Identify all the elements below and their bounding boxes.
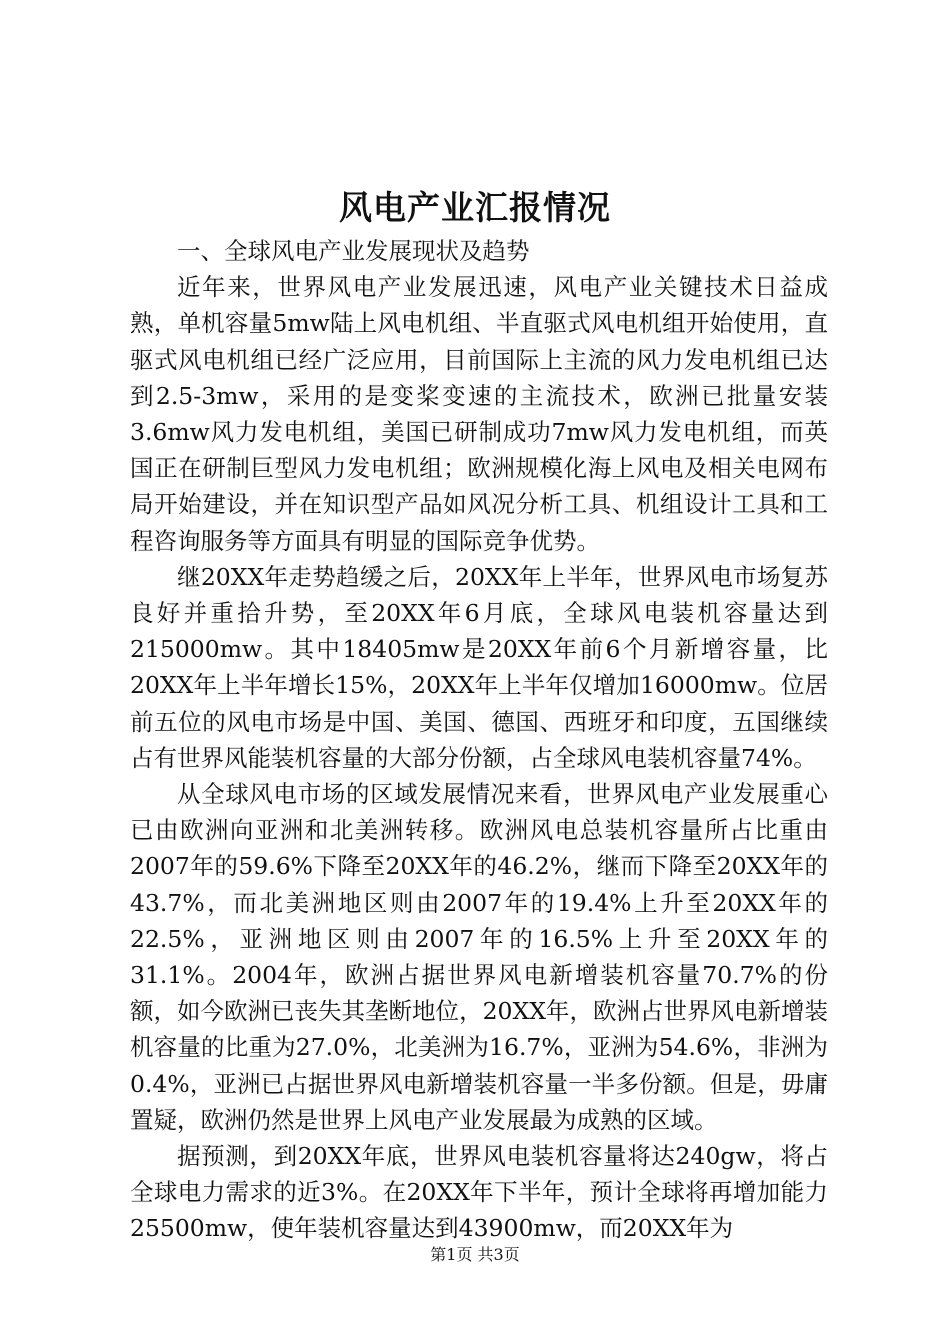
paragraph-2: 继20XX年走势趋缓之后，20XX年上半年，世界风电市场复苏良好并重拾升势，至20XX年6月底，全球风电装机容量达到215000mw。其中18405mw是20XX年前6个月新增容量，比20XX年上半年增长15%，20XX年上半年仅增加16000mw。位居前五位的风电市场是中国、美国、德国、西班牙和印度，五国继续占有世界风能装机容量的大部分份额，占全球风电装机容量74%。	[130, 562, 828, 772]
paragraph-4: 据预测，到20XX年底，世界风电装机容量将达240gw，将占全球电力需求的近3%。在20XX年下半年，预计全球将再增加能力25500mw，使年装机容量达到43900mw，而20XX年为	[130, 1142, 828, 1243]
document-title: 风电产业汇报情况	[339, 188, 611, 227]
paragraph-3: 从全球风电市场的区域发展情况来看，世界风电产业发展重心已由欧洲向亚洲和北美洲转移。欧洲风电总装机容量所占比重由2007年的59.6%下降至20XX年的46.2%，继而下降至20XX年的43.7%，而北美洲地区则由2007年的19.4%上升至20XX年的22.5%，亚洲地区则由2007年的16.5%上升至20XX年的31.1%。2004年，欧洲占据世界风电新增装机容量70.7%的份额，如今欧洲已丧失其垄断地位，20XX年，欧洲占世界风电新增装机容量的比重为27.0%，北美洲为16.7%，亚洲为54.6%，非洲为0.4%，亚洲已占据世界风电新增装机容量一半多份额。但是，毋庸置疑，欧洲仍然是世界上风电产业发展最为成熟的区域。	[130, 780, 828, 1134]
section-heading: 一、全球风电产业发展现状及趋势	[177, 237, 530, 265]
paragraph-1: 近年来，世界风电产业发展迅速，风电产业关键技术日益成熟，单机容量5mw陆上风电机组、半直驱式风电机组开始使用，直驱式风电机组已经广泛应用，目前国际上主流的风力发电机组已达到2.5-3mw，采用的是变桨变速的主流技术，欧洲已批量安装3.6mw风力发电机组，美国已研制成功7mw风力发电机组，而英国正在研制巨型风力发电机组；欧洲规模化海上风电及相关电网布局开始建设，并在知识型产品如风况分析工具、机组设计工具和工程咨询服务等方面具有明显的国际竞争优势。	[130, 273, 828, 555]
page-number: 第1页 共3页	[430, 1245, 520, 1264]
document-body	[130, 233, 828, 1247]
